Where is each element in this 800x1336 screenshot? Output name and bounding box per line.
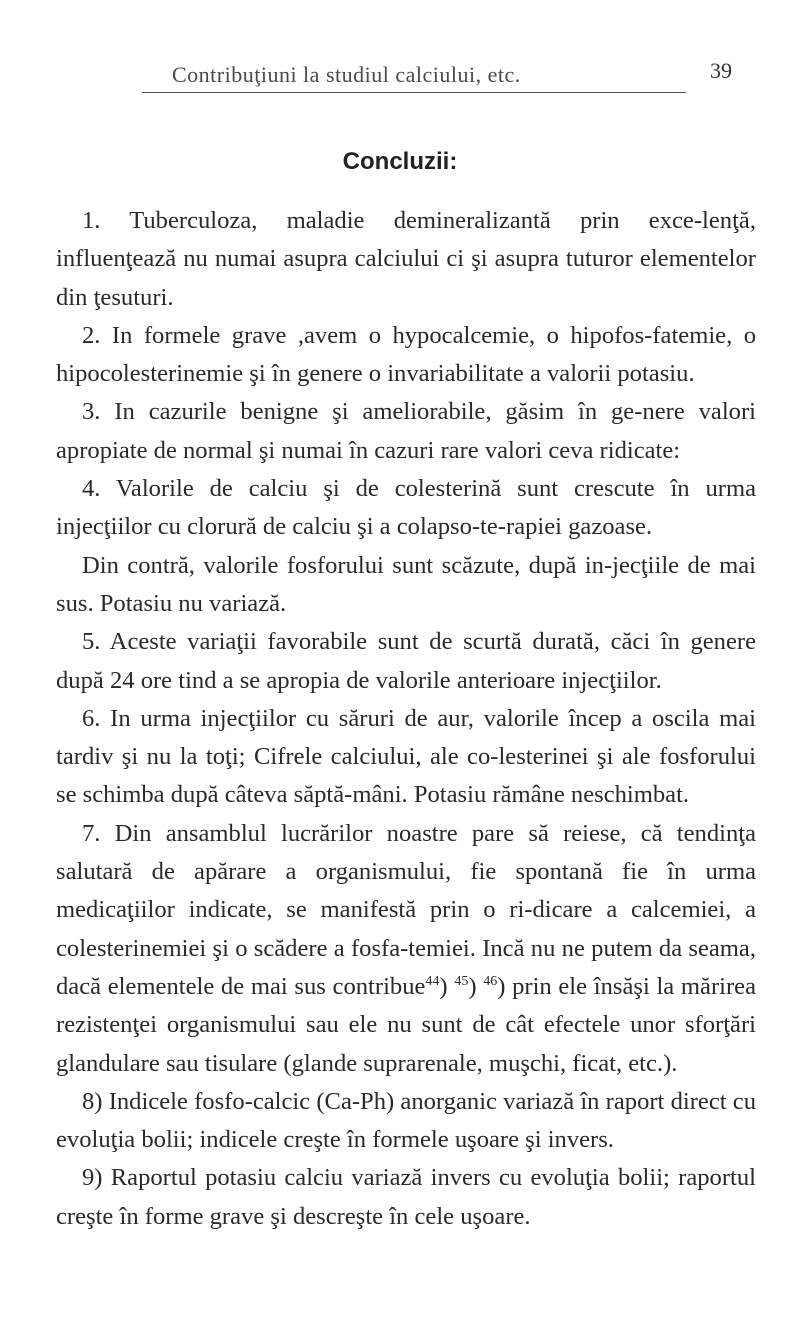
footnote-ref-45: 45 xyxy=(454,973,469,989)
paragraph-8: 8) Indicele fosfo-calcic (Ca-Ph) anorganic variază în raport direct cu evoluţia bolii; indicele creşte în formele uşoare şi invers. xyxy=(56,1087,756,1154)
paragraph-2: 2. In formele grave ,avem o hypocalcemie, o hipofos-fatemie, o hipocolesterinemie şi în genere o invariabilitate a valorii potasiu. xyxy=(56,321,756,388)
paragraph-3: 3. In cazurile benigne şi ameliorabile, găsim în ge-nere valori apropiate de normal şi numai în cazuri rare valori ceva ridicate: xyxy=(56,398,756,464)
paragraph-9: 9) Raportul potasiu calciu variază invers cu evoluţia bolii; raportul creşte în forme grave şi descreşte în cele uşoare. xyxy=(56,1164,756,1230)
paragraph-7 xyxy=(56,815,756,1083)
paragraph-7-sep-1: ) xyxy=(439,972,455,1000)
page-number: 39 xyxy=(710,58,732,83)
body-text xyxy=(56,202,756,1236)
paragraph-7-text-before: 7. Din ansamblul lucrărilor noastre pare să reiese, că tendinţa salutară de apărare a organismului, fie spontană fie în urma medicaţiilor indicate, se manifestă prin o ri-dicare a calcemiei, a colesterinemiei şi o scădere a fosfa-temiei. Incă nu ne putem da seama, dacă elementele de mai sus contribue xyxy=(56,819,756,1000)
paragraph-4: 4. Valorile de calciu şi de colesterină sunt crescute în urma injecţiilor cu clorură de calciu şi a colapso-te-rapiei gazoase. xyxy=(56,475,756,541)
paragraph-5: 5. Aceste variaţii favorabile sunt de scurtă durată, căci în genere după 24 ore tind a se apropia de valorile anterioare injecţiilor. xyxy=(56,628,756,694)
paragraph-1: 1. Tuberculoza, maladie demineralizantă prin exce-lenţă, influenţează nu numai asupra calciului ci şi asupra tuturor elementelor din ţesuturi. xyxy=(56,207,756,311)
paragraph-7-sep-2: ) xyxy=(468,972,484,1000)
running-title: Contribuţiuni la studiul calciului, etc. xyxy=(172,62,521,87)
running-header xyxy=(92,56,732,96)
footnote-ref-44: 44 xyxy=(425,973,440,989)
section-title: Concluzii: xyxy=(342,148,458,175)
paragraph-6: 6. In urma injecţiilor cu săruri de aur, valorile încep a oscila mai tardiv şi nu la toţi; Cifrele calciului, ale co-lesterinei şi ale fosforului se schimba după câteva săptă-mâni. Potasiu rămâne neschimbat. xyxy=(56,704,756,809)
header-rule xyxy=(142,92,686,93)
footnote-ref-46: 46 xyxy=(483,973,498,989)
paragraph-4-continued: Din contră, valorile fosforului sunt scăzute, după in-jecţiile de mai sus. Potasiu nu variază. xyxy=(56,551,756,617)
paragraph-7-text-after: ) prin ele însăşi la mărirea rezistenţei organismului sau ele nu sunt de cât efectele unor sforţări glandulare sau tisulare (glande suprarenale, muşchi, ficat, etc.). xyxy=(56,972,756,1077)
